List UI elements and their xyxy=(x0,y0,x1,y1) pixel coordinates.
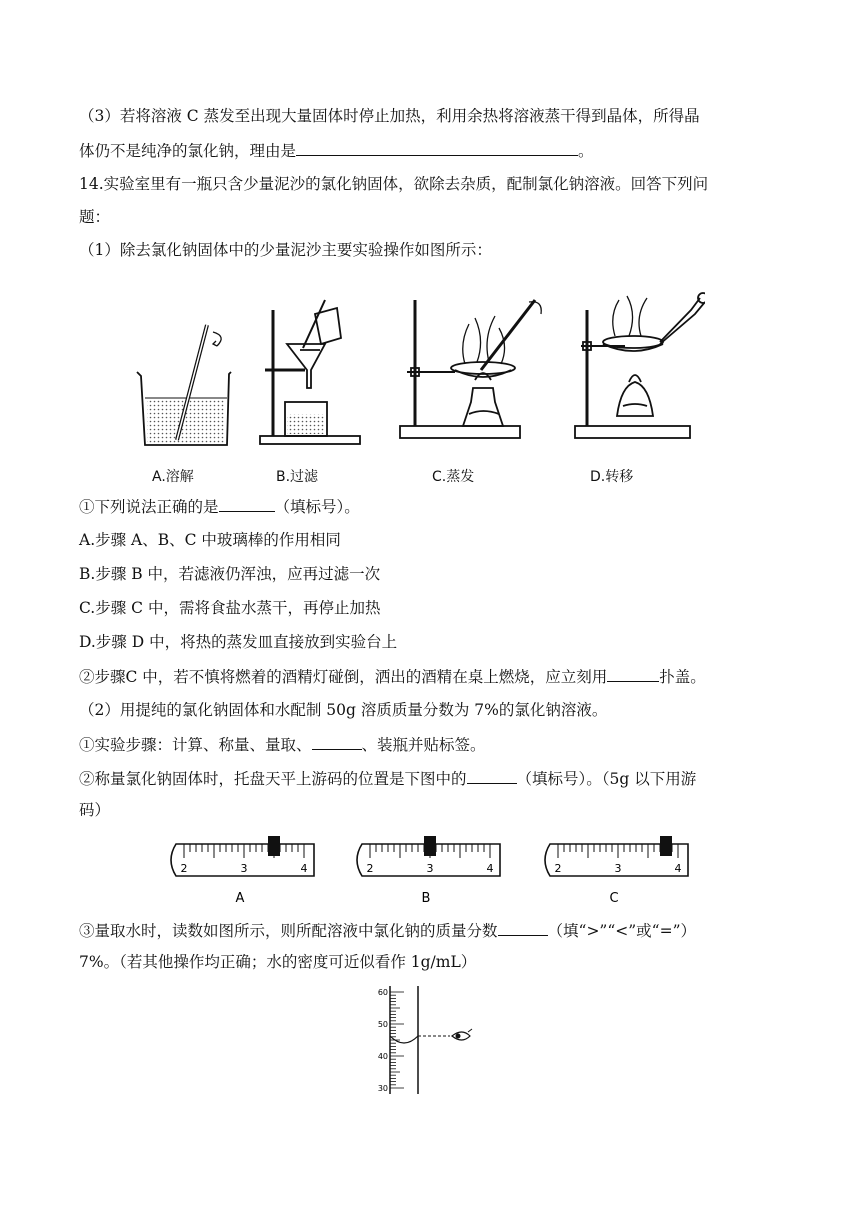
option-c: C.步骤 C 中，需将食盐水蒸干，再停止加热 xyxy=(79,599,381,617)
q14-q2-line xyxy=(79,666,706,687)
q13-part3-end: 。 xyxy=(578,142,594,160)
rider-marker xyxy=(268,836,280,856)
answer-blank-q1[interactable] xyxy=(219,496,275,512)
q14-step2-suffix: （填标号）。（5g 以下用游 xyxy=(516,770,697,788)
fig1-caption-a: A.溶解 xyxy=(152,469,194,485)
ruler-label: B xyxy=(421,891,431,906)
q14-part1-heading: （1）除去氯化钠固体中的少量泥沙主要实验操作如图所示： xyxy=(79,241,492,259)
transfer-illustration xyxy=(575,293,705,438)
q14-step1-prefix: ①实验步骤：计算、称量、量取、 xyxy=(79,736,312,754)
q14-part2-heading: （2）用提纯的氯化钠固体和水配制 50g 溶质质量分数为 7%的氯化钠溶液。 xyxy=(79,701,608,719)
rider-rulers-figure xyxy=(160,828,700,908)
ruler-label: C xyxy=(609,891,619,906)
q14-step2-line2: 码） xyxy=(79,801,111,819)
q14-step2-prefix: ②称量氯化钠固体时，托盘天平上游码的位置是下图中的 xyxy=(79,770,467,788)
q14-q2-prefix: ②步骤C 中，若不慎将燃着的酒精灯碰倒，洒出的酒精在桌上燃烧，应立刻用 xyxy=(79,668,608,686)
ruler-tick-label: 2 xyxy=(180,862,188,875)
rider-marker xyxy=(660,836,672,856)
ruler-tick-label: 3 xyxy=(614,862,622,875)
cylinder-tick-label: 50 xyxy=(377,1020,388,1029)
q13-part3-line1: （3）若将溶液 C 蒸发至出现大量固体时停止加热，利用余热将溶液蒸干得到晶体，所得晶 xyxy=(79,107,700,125)
rider-ruler-a xyxy=(171,836,314,906)
q14-stem-line1: 14.实验室里有一瓶只含少量泥沙的氯化钠固体，欲除去杂质，配制氯化钠溶液。回答下列问 xyxy=(79,175,709,193)
ruler-tick-label: 3 xyxy=(426,862,434,875)
q14-q2-suffix: 扑盖。 xyxy=(659,668,706,686)
answer-blank-step3[interactable] xyxy=(498,920,548,936)
answer-blank-step2[interactable] xyxy=(467,768,517,784)
cylinder-tick-label: 30 xyxy=(377,1084,388,1093)
q13-part3-text: 体仍不是纯净的氯化钠，理由是 xyxy=(79,142,297,160)
q14-step3-line xyxy=(79,920,696,941)
cylinder-tick-label: 60 xyxy=(377,988,388,997)
ruler-tick-label: 3 xyxy=(240,862,248,875)
q13-part3-line2 xyxy=(79,140,594,161)
q14-step3-line2: 7%。（若其他操作均正确；水的密度可近似看作 1g/mL） xyxy=(79,953,477,971)
ruler-tick-label: 2 xyxy=(366,862,374,875)
option-b: B.步骤 B 中，若滤液仍浑浊，应再过滤一次 xyxy=(79,565,381,583)
q14-step3-suffix: （填“>”“<”或“=”） xyxy=(547,922,697,940)
lab-operations-figure xyxy=(125,280,705,450)
q14-q1-prefix: ①下列说法正确的是 xyxy=(79,498,219,516)
ruler-label: A xyxy=(235,891,245,906)
q14-stem-line2: 题： xyxy=(79,208,111,226)
option-d: D.步骤 D 中，将热的蒸发皿直接放到实验台上 xyxy=(79,633,398,651)
q14-step1-line xyxy=(79,734,486,755)
answer-blank-step1[interactable] xyxy=(312,734,362,750)
fig1-caption-b: B.过滤 xyxy=(276,469,319,485)
ruler-tick-label: 4 xyxy=(300,862,308,875)
ruler-tick-label: 2 xyxy=(554,862,562,875)
ruler-tick-label: 4 xyxy=(674,862,682,875)
beaker-stirring-illustration xyxy=(137,325,231,445)
rider-ruler-c xyxy=(545,836,688,906)
q14-step2-line xyxy=(79,768,696,789)
cylinder-tick-label: 40 xyxy=(377,1052,388,1061)
q14-step1-suffix: 、装瓶并贴标签。 xyxy=(361,736,486,754)
fig1-caption-c: C.蒸发 xyxy=(432,469,475,485)
q14-q1-line xyxy=(79,496,360,517)
option-a: A.步骤 A、B、C 中玻璃棒的作用相同 xyxy=(79,531,341,549)
rider-ruler-b xyxy=(357,836,500,906)
rider-marker xyxy=(424,836,436,856)
q14-step3-prefix: ③量取水时，读数如图所示，则所配溶液中氯化钠的质量分数 xyxy=(79,922,498,940)
answer-blank-reason[interactable] xyxy=(296,140,578,156)
fig1-caption-d: D.转移 xyxy=(590,469,634,485)
q14-q1-suffix: （填标号）。 xyxy=(274,498,360,516)
eye-icon xyxy=(452,1029,472,1040)
ruler-tick-label: 4 xyxy=(486,862,494,875)
filtration-illustration xyxy=(260,300,360,444)
evaporation-illustration xyxy=(400,300,541,438)
answer-blank-q2[interactable] xyxy=(607,666,659,682)
graduated-cylinder-figure xyxy=(370,984,480,1096)
